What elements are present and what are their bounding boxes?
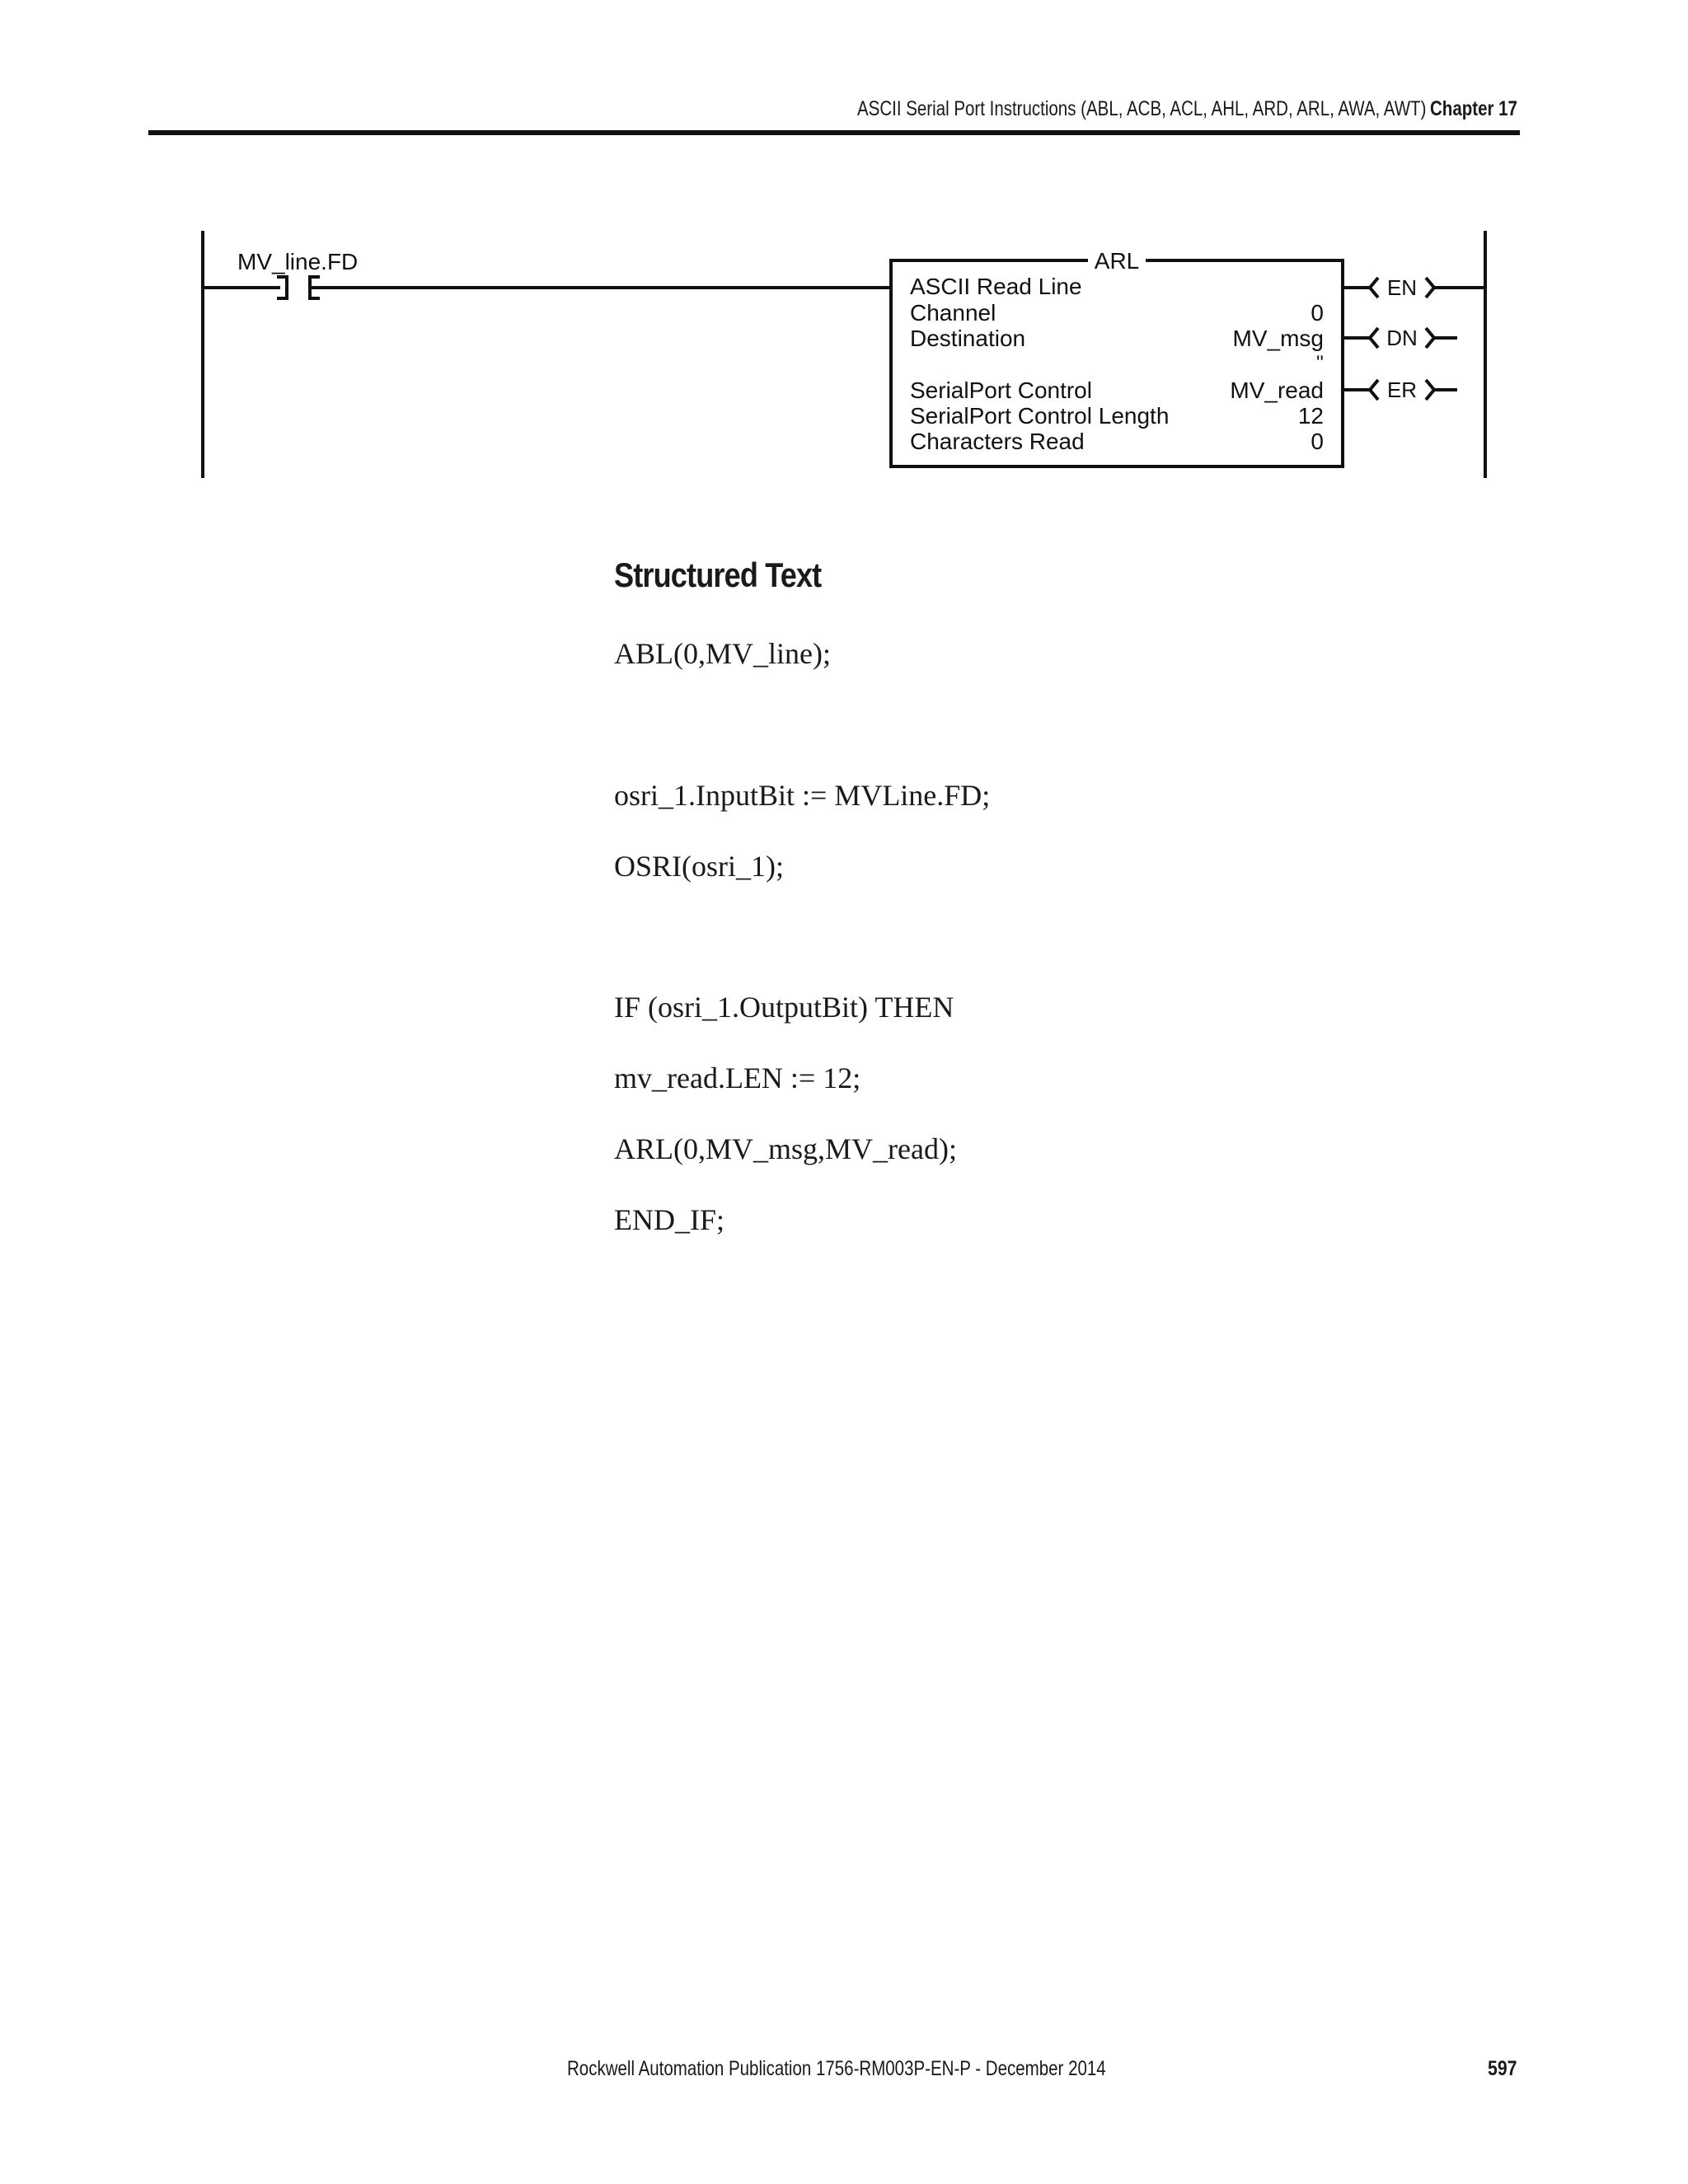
code-line: OSRI(osri_1); <box>614 850 784 883</box>
operand-value-control-length: 12 <box>1297 403 1324 429</box>
code-line: osri_1.InputBit := MVLine.FD; <box>614 779 991 812</box>
operand-label-channel: Channel <box>910 300 996 326</box>
section-heading-structured-text: Structured Text <box>614 555 822 594</box>
operand-value-destination-string: '' <box>1315 352 1324 374</box>
running-header-chapter: Chapter 17 <box>1430 97 1517 120</box>
code-line: END_IF; <box>614 1203 724 1236</box>
operand-value-serialport-control: MV_read <box>1230 377 1324 403</box>
footer-page-number: 597 <box>1488 2057 1517 2080</box>
footer-publication: Rockwell Automation Publication 1756-RM003P-EN-P - December 2014 <box>567 2057 1106 2080</box>
running-header-title: ASCII Serial Port Instructions (ABL, ACB, ACL, AHL, ARD, ARL, AWA, AWT) <box>857 97 1427 120</box>
code-line: mv_read.LEN := 12; <box>614 1062 861 1094</box>
code-line: ABL(0,MV_line); <box>614 637 831 670</box>
instruction-name: ASCII Read Line <box>910 274 1082 299</box>
output-en-label: EN <box>1386 275 1418 300</box>
operand-label-serialport-control: SerialPort Control <box>910 377 1092 403</box>
instruction-mnemonic: ARL <box>1094 248 1140 274</box>
code-line: IF (osri_1.OutputBit) THEN <box>614 991 954 1024</box>
output-dn-label: DN <box>1386 326 1418 350</box>
operand-label-characters-read: Characters Read <box>910 429 1085 454</box>
operand-value-destination: MV_msg <box>1232 326 1324 351</box>
operand-label-control-length: SerialPort Control Length <box>910 403 1170 429</box>
code-line: ARL(0,MV_msg,MV_read); <box>614 1132 957 1165</box>
contact-tag-label: MV_line.FD <box>237 249 359 274</box>
output-er-label: ER <box>1386 377 1418 402</box>
operand-value-channel: 0 <box>1311 300 1324 326</box>
operand-label-destination: Destination <box>910 326 1026 351</box>
operand-value-characters-read: 0 <box>1311 429 1324 454</box>
ladder-diagram <box>0 0 1688 511</box>
